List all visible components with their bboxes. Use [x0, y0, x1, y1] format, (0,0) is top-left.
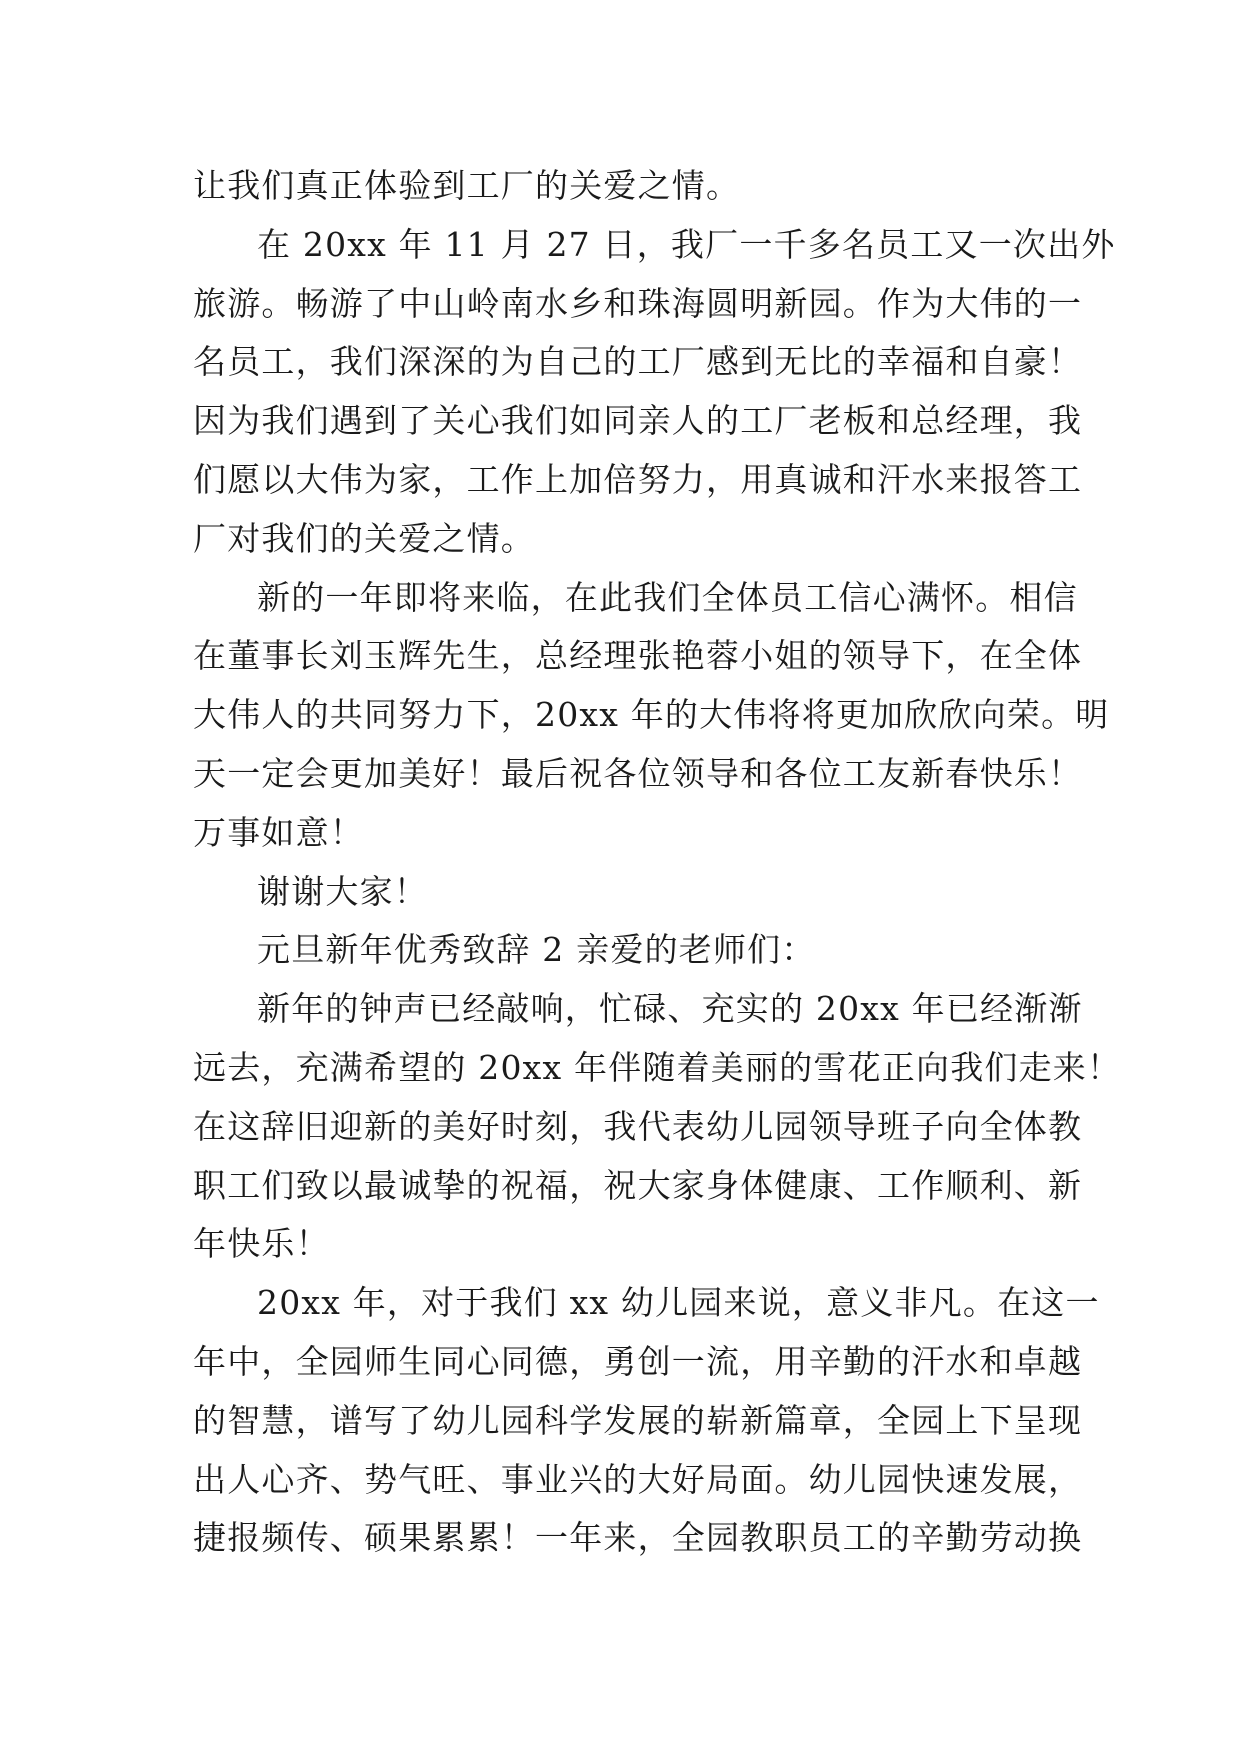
- text-line: 出人心齐、势气旺、事业兴的大好局面。幼儿园快速发展，: [193, 1459, 1083, 1499]
- text-line: 天一定会更加美好！最后祝各位领导和各位工友新春快乐！: [193, 753, 1083, 793]
- text-line: 在这辞旧迎新的美好时刻，我代表幼儿园领导班子向全体教: [193, 1106, 1083, 1146]
- text-line: 旅游。畅游了中山岭南水乡和珠海圆明新园。作为大伟的一: [193, 283, 1083, 323]
- text-line: 20xx 年，对于我们 xx 幼儿园来说，意义非凡。在这一: [257, 1283, 1100, 1323]
- text-line: 厂对我们的关爱之情。: [193, 518, 535, 558]
- text-line: 的智慧，谱写了幼儿园科学发展的崭新篇章，全园上下呈现: [193, 1400, 1083, 1440]
- section-heading: 元旦新年优秀致辞 2 亲爱的老师们：: [257, 930, 816, 970]
- text-line: 年快乐！: [193, 1224, 330, 1264]
- text-line: 大伟人的共同努力下，20xx 年的大伟将将更加欣欣向荣。明: [193, 695, 1110, 735]
- text-line: 在 20xx 年 11 月 27 日，我厂一千多名员工又一次出外: [257, 224, 1116, 264]
- text-line: 职工们致以最诚挚的祝福，祝大家身体健康、工作顺利、新: [193, 1165, 1083, 1205]
- text-line: 年中，全园师生同心同德，勇创一流，用辛勤的汗水和卓越: [193, 1341, 1083, 1381]
- text-line: 名员工，我们深深的为自己的工厂感到无比的幸福和自豪！: [193, 342, 1083, 382]
- text-line: 捷报频传、硕果累累！一年来，全园教职员工的辛勤劳动换: [193, 1518, 1083, 1558]
- text-line: 因为我们遇到了关心我们如同亲人的工厂老板和总经理，我: [193, 401, 1083, 441]
- text-line: 让我们真正体验到工厂的关爱之情。: [193, 166, 741, 205]
- text-line: 新的一年即将来临，在此我们全体员工信心满怀。相信: [257, 577, 1078, 617]
- text-line: 谢谢大家！: [257, 871, 428, 911]
- text-line: 们愿以大伟为家，工作上加倍努力，用真诚和汗水来报答工: [193, 459, 1083, 499]
- document-body: [193, 157, 1122, 1568]
- text-line: 在董事长刘玉辉先生，总经理张艳蓉小姐的领导下，在全体: [193, 636, 1083, 676]
- text-line: 新年的钟声已经敲响，忙碌、充实的 20xx 年已经渐渐: [257, 989, 1083, 1029]
- text-line: 远去，充满希望的 20xx 年伴随着美丽的雪花正向我们走来！: [193, 1047, 1122, 1087]
- text-line: 万事如意！: [193, 812, 364, 852]
